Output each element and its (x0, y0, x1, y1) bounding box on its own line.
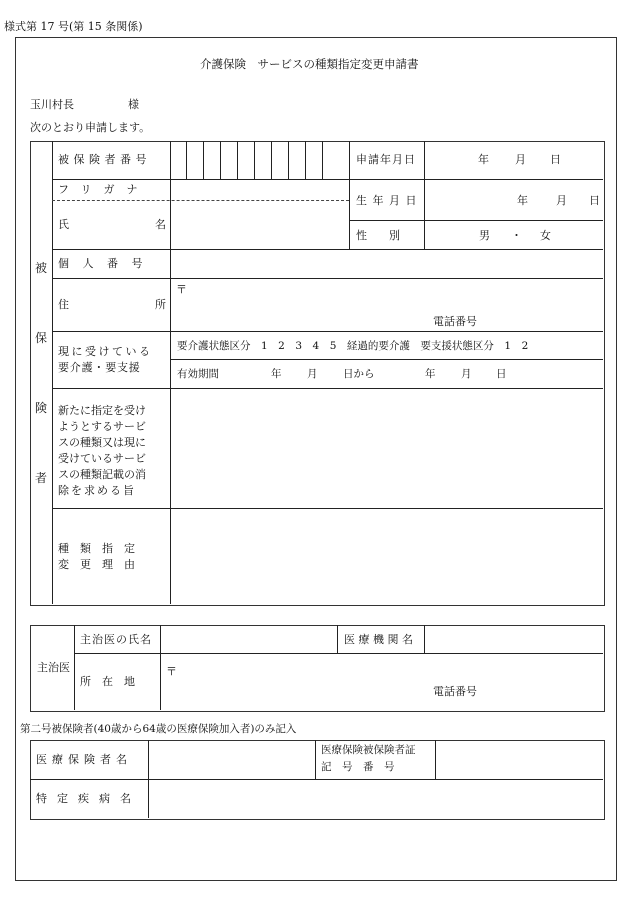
insured-side-label-2: 保 (35, 331, 48, 345)
sex-male-option[interactable]: 男 (479, 229, 490, 242)
cert-number-field[interactable] (436, 741, 603, 779)
doctor-side-label: 主治医 (37, 661, 70, 674)
name-label-1: 氏 (58, 218, 69, 231)
addressee: 玉川村長 (30, 98, 74, 111)
new-service-label-5: スの種類記載の消 (58, 468, 146, 481)
furigana-field[interactable] (171, 180, 349, 200)
insurer-label: 医療保険者名 (36, 753, 132, 766)
insured-side-label-3: 険 (35, 401, 48, 415)
insured-number-field[interactable] (171, 142, 349, 179)
birth-date-field[interactable] (425, 180, 603, 220)
doctor-location-field[interactable] (161, 654, 603, 710)
current-care-label-1: 現に受けている (58, 345, 153, 358)
institution-field[interactable] (425, 626, 603, 653)
institution-label: 医療機関名 (344, 633, 417, 646)
new-service-label-2: ようとするサービ (58, 420, 146, 433)
insured-side-label-1: 被 (35, 261, 48, 275)
cert-label-1: 医療保険被保険者証 (321, 744, 416, 756)
reason-label-1: 種 類 指 定 (58, 542, 135, 555)
form-title: 介護保険 サービスの種類指定変更申請書 (200, 57, 419, 71)
disease-label: 特定疾病名 (36, 792, 141, 805)
birth-date-day: 日 (589, 194, 600, 207)
new-service-label-3: スの種類又は現に (58, 436, 146, 449)
reason-label-2: 変 更 理 由 (58, 558, 135, 571)
current-care-label-2: 要介護・要支援 (58, 361, 141, 374)
valid-period-year-2: 年 (425, 368, 436, 380)
personal-number-field[interactable] (171, 250, 603, 278)
address-phone-label: 電話番号 (433, 315, 477, 328)
cert-label-2: 記 号 番 号 (321, 761, 395, 773)
insured-number-label: 被保険者番号 (58, 153, 151, 166)
insured-side-label-4: 者 (35, 471, 48, 485)
intro-text: 次のとおり申請します。 (30, 121, 151, 134)
address-label-2: 所 (155, 298, 166, 311)
honorific: 様 (128, 98, 139, 111)
disease-field[interactable] (149, 780, 603, 818)
doctor-location-label: 所 在 地 (80, 675, 135, 688)
application-date-label: 申請年月日 (356, 153, 416, 166)
application-date-day: 日 (550, 153, 561, 166)
valid-period-from: 日から (343, 368, 375, 380)
valid-period-label: 有効期間 (177, 368, 219, 380)
valid-period-month-2: 月 (461, 368, 472, 380)
reason-field[interactable] (171, 509, 603, 604)
postal-mark: 〒 (176, 283, 187, 296)
application-date-month: 月 (515, 153, 526, 166)
valid-period-year-1: 年 (271, 368, 282, 380)
personal-number-label: 個人番号 (58, 257, 156, 270)
application-date-field[interactable] (425, 142, 603, 179)
insurer-field[interactable] (149, 741, 315, 779)
furigana-label: フリガナ (58, 183, 150, 196)
new-service-label-4: 受けているサービ (58, 452, 146, 465)
application-date-year: 年 (478, 153, 489, 166)
sex-separator: ・ (511, 229, 522, 242)
valid-period-day-2: 日 (496, 368, 507, 380)
birth-date-month: 月 (556, 194, 567, 207)
new-service-label-1: 新たに指定を受け (58, 404, 146, 417)
birth-date-year: 年 (517, 194, 528, 207)
sex-field[interactable] (425, 221, 603, 249)
sex-label: 性 別 (356, 229, 400, 242)
secondary-note: 第二号被保険者(40歳から64歳の医療保険加入者)のみ記入 (20, 723, 297, 735)
doctor-name-label: 主治医の氏名 (80, 633, 152, 646)
form-number: 様式第 17 号(第 15 条関係) (4, 20, 143, 33)
name-label-2: 名 (155, 218, 166, 231)
address-label-1: 住 (58, 298, 69, 311)
new-service-field[interactable] (171, 389, 603, 508)
doctor-name-field[interactable] (161, 626, 337, 653)
name-field[interactable] (171, 201, 349, 249)
doctor-phone-label: 電話番号 (433, 685, 477, 698)
address-field[interactable] (171, 279, 603, 331)
valid-period-month-1: 月 (307, 368, 318, 380)
birth-date-label: 生年月日 (356, 194, 422, 207)
sex-female-option[interactable]: 女 (540, 229, 551, 242)
care-level-options[interactable]: 要介護状態区分 1 2 3 4 5 経過的要介護 要支援状態区分 1 2 (177, 340, 529, 352)
valid-period-field[interactable] (171, 360, 603, 388)
doctor-postal-mark: 〒 (166, 665, 177, 678)
new-service-label-6: 除を求める旨 (58, 484, 136, 497)
